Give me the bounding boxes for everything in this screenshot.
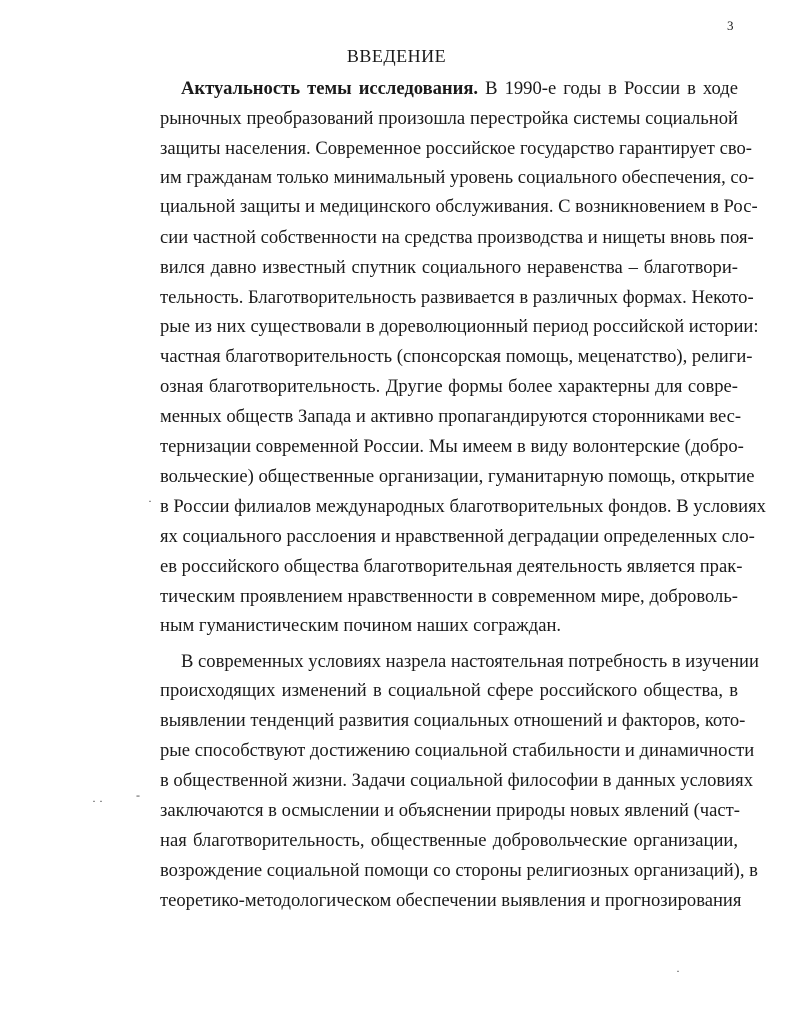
paragraph-1-line: тельность. Благотворительность развивается в различных формах. Некото- [160,287,754,308]
paragraph-2-line: выявлении тенденций развития социальных отношений и факторов, кото- [160,710,746,731]
paragraph-2-line: в общественной жизни. Задачи социальной философии в данных условиях [160,770,753,791]
paragraph-2-line: заключаются в осмыслении и объяснении природы новых явлений (част- [160,800,740,821]
paragraph-1-line: ев российского общества благотворительная деятельность является прак- [160,556,743,577]
paragraph-1-line: тернизации современной России. Мы имеем в виду волонтерские (добро- [160,436,744,457]
paragraph-2-line: рые способствуют достижению социальной стабильности и динамичности [160,740,755,761]
paragraph-2-line: происходящих изменений в социальной сфере российского общества, в [160,680,738,701]
paragraph-2-line: В современных условиях назрела настоятельная потребность в изучении [181,651,759,672]
paragraph-1-line-0 [181,78,738,100]
paragraph-1-line: рыночных преобразований произошла перестройка системы социальной [160,108,738,129]
paragraph-1-line-0-text: В 1990-е годы в России в ходе [478,78,738,99]
section-title: ВВЕДЕНИЕ [346,46,447,66]
paragraph-1-line: частная благотворительность (спонсорская помощь, меценатство), религи- [160,346,753,367]
scan-speck: - [136,788,140,802]
paragraph-1-line: им гражданам только минимальный уровень социального обеспечения, со- [160,167,755,188]
paragraph-1-line: рые из них существовали в дореволюционный период российской истории: [160,316,759,337]
paragraph-1-line: ях социального расслоения и нравственной деградации определенных сло- [160,526,755,547]
scan-speck: · · [92,794,103,808]
topic-relevance-heading: Актуальность темы исследования. [181,78,479,99]
paragraph-1-line: защиты населения. Современное российское государство гарантирует сво- [160,138,752,159]
paragraph-2-line: теоретико-методологическом обеспечении выявления и прогнозирования [160,890,742,911]
paragraph-1-line: вился давно известный спутник социального неравенства – благотвори- [160,257,738,278]
scan-speck: · [148,494,152,508]
paragraph-1-line: вольческие) общественные организации, гуманитарную помощь, открытие [160,466,755,487]
scan-speck: · [676,964,680,978]
paragraph-2-line: ная благотворительность, общественные добровольческие организации, [160,830,738,851]
paragraph-1-line: циальной защиты и медицинского обслуживания. С возникновением в Рос- [160,196,758,217]
paragraph-1-line: менных обществ Запада и активно пропагандируются сторонниками вес- [160,406,742,427]
paragraph-1-line: тическим проявлением нравственности в современном мире, доброволь- [160,586,738,607]
paragraph-1-line: в России филиалов международных благотворительных фондов. В условиях [160,496,766,517]
paragraph-2-line: возрождение социальной помощи со стороны религиозных организаций), в [160,860,758,881]
paragraph-1-line: ным гуманистическим почином наших сограждан. [160,615,562,636]
paragraph-1-line: озная благотворительность. Другие формы более характерны для совре- [160,376,738,397]
page-number: 3 [727,18,734,33]
paragraph-1-line: сии частной собственности на средства производства и нищеты вновь поя- [160,227,754,248]
